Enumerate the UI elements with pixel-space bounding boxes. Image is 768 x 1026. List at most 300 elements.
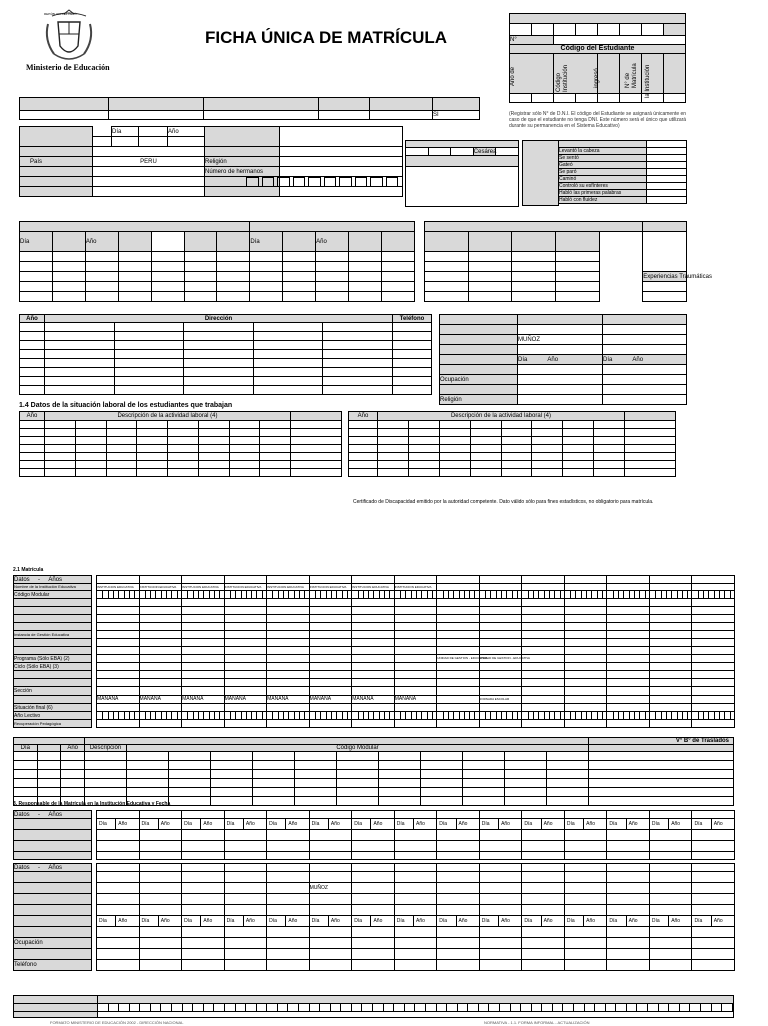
bottom-box[interactable] [405, 1004, 416, 1011]
transfer-cell[interactable] [463, 797, 505, 806]
bottom-box[interactable] [489, 1004, 500, 1011]
resp-day: Día [184, 918, 192, 924]
resp-day: Día [184, 821, 192, 827]
enrollment-cell[interactable] [139, 719, 183, 728]
transfer-cell[interactable] [547, 797, 589, 806]
parents-table [439, 314, 687, 405]
dni-si: SI [433, 112, 439, 118]
responsible-grid-2 [96, 863, 734, 981]
bottom-box[interactable] [225, 1004, 236, 1011]
bottom-box[interactable] [712, 1004, 723, 1011]
transfer-cell[interactable] [463, 752, 505, 761]
enrollment-cell[interactable] [181, 719, 225, 728]
transfer-cell[interactable] [253, 779, 295, 788]
dev-item-4: Caminó [559, 176, 647, 183]
siblings-label: Número de hermanos [205, 168, 264, 175]
transfer-cell[interactable] [337, 761, 379, 770]
enr-inst-name: INSTITUCION EDUCATIVA [97, 585, 134, 589]
transfer-cell[interactable] [14, 761, 38, 770]
resp-year: Año [203, 918, 213, 924]
bottom-box[interactable] [341, 1004, 352, 1011]
bottom-box[interactable] [532, 1004, 543, 1011]
code-col-number: N° de Matrícula [625, 63, 638, 88]
transfer-cell[interactable] [379, 770, 421, 779]
birth-year-label: Año [168, 128, 179, 135]
enrollment-cell[interactable] [224, 719, 268, 728]
bottom-box[interactable] [415, 1004, 426, 1011]
bottom-box[interactable] [310, 1004, 321, 1011]
resp-year: Año [330, 918, 340, 924]
bottom-box[interactable] [130, 1004, 141, 1011]
enr-shift: MAÑANA [97, 696, 119, 702]
work-section-title: 1.4 Datos de la situación laboral de los estudiantes que trabajan [19, 402, 233, 409]
enr-seccion: Sección [14, 688, 32, 694]
responsible-cell[interactable] [266, 851, 310, 860]
responsible-cell[interactable] [351, 851, 395, 860]
responsible-cell[interactable] [479, 959, 523, 971]
health-year2-label: Año [316, 238, 327, 245]
transfer-cell[interactable] [337, 752, 379, 761]
resp-year: Año [373, 821, 383, 827]
code-col-code: Código Institución [556, 64, 569, 92]
bottom-box[interactable] [288, 1004, 299, 1011]
bottom-box[interactable] [140, 1004, 151, 1011]
transfer-cell[interactable] [61, 788, 85, 797]
transfers-code: Código Modular [336, 745, 379, 751]
enr-dash: - [38, 576, 41, 583]
transfer-cell[interactable] [547, 779, 589, 788]
transfer-cell[interactable] [169, 770, 211, 779]
resp-day: Día [226, 821, 235, 827]
resp-phone: Teléfono [14, 962, 37, 968]
responsible-cell[interactable] [606, 851, 650, 860]
transfer-cell[interactable] [547, 770, 589, 779]
resp-day: Día [141, 918, 150, 924]
resp-day: Día [99, 821, 107, 827]
number-label: N° [510, 37, 517, 43]
resp-day: Día [354, 821, 362, 827]
bottom-box[interactable] [320, 1004, 331, 1011]
transfers-desc: Descripción [89, 745, 122, 751]
enr-codigo-modular: Código Modular [14, 591, 50, 598]
dev-item-3: Se paró [559, 169, 647, 176]
enr-inst-name: INSTITUCION EDUCATIVA [224, 585, 262, 589]
bottom-box[interactable] [394, 1004, 405, 1011]
transfer-cell[interactable] [421, 752, 463, 761]
enrollment-cell[interactable] [96, 719, 140, 728]
transfer-cell[interactable] [14, 752, 38, 761]
transfer-cell[interactable] [505, 788, 547, 797]
transfer-cell[interactable] [85, 788, 127, 797]
resp-day: Día [226, 918, 235, 924]
bottom-box[interactable] [659, 1004, 670, 1011]
responsible-cell[interactable] [649, 851, 693, 860]
resp-day: Día [311, 918, 320, 924]
resp1-dash: - [38, 811, 41, 818]
transfer-cell[interactable] [211, 752, 253, 761]
transfer-cell[interactable] [547, 752, 589, 761]
responsible-cell[interactable] [139, 959, 183, 971]
footer-left: FORMATO MINISTERIO DE EDUCACIÓN 2002 - DIRECCIÓN NACIONAL [50, 1020, 184, 1025]
enrollment-cell[interactable] [266, 719, 310, 728]
resp-year: Año [245, 918, 255, 924]
enr-anos: Años [48, 576, 63, 583]
transfer-cell[interactable] [37, 779, 61, 788]
responsible-cell[interactable] [564, 851, 608, 860]
address-direction-label: Dirección [204, 315, 233, 322]
bottom-box[interactable] [437, 1004, 448, 1011]
dev-item-0: Levantó la cabeza [559, 148, 647, 155]
transfer-cell[interactable] [127, 761, 169, 770]
transfer-cell[interactable] [37, 788, 61, 797]
enr-shift: MAÑANA [394, 696, 417, 702]
bottom-box[interactable] [701, 1004, 712, 1011]
responsible-cell[interactable] [394, 851, 438, 860]
resp-year: Año [245, 821, 255, 827]
responsible-cell[interactable] [351, 959, 395, 971]
transfer-cell[interactable] [211, 788, 253, 797]
transfer-cell[interactable] [127, 788, 169, 797]
bottom-box[interactable] [606, 1004, 617, 1011]
bottom-box[interactable] [511, 1004, 522, 1011]
transfer-cell[interactable] [421, 761, 463, 770]
responsible-cell[interactable] [691, 851, 735, 860]
responsible-cell[interactable] [139, 851, 183, 860]
enr-shift: MAÑANA [182, 696, 204, 702]
enr-inst-name: INSTITUCION EDUCATIVA [267, 585, 304, 589]
resp-year: Año [203, 821, 213, 827]
bottom-box[interactable] [246, 1004, 257, 1011]
resp-surname: MUÑOZ [309, 885, 328, 891]
transfer-cell[interactable] [127, 770, 169, 779]
transfer-cell[interactable] [14, 770, 38, 779]
resp-year: Año [415, 821, 425, 827]
bottom-table [13, 995, 734, 1018]
transfer-cell[interactable] [547, 788, 589, 797]
transfer-cell[interactable] [14, 788, 38, 797]
resp-year: Año [501, 821, 510, 827]
transfer-cell[interactable] [253, 752, 295, 761]
transfer-cell[interactable] [61, 761, 85, 770]
transfer-cell[interactable] [211, 770, 253, 779]
responsible-cell[interactable] [224, 851, 268, 860]
footer-right: NORMATIVA - 1.1. FORMA INFORMAL - ACTUALIZACIÓN [484, 1020, 590, 1025]
bottom-box[interactable] [447, 1004, 458, 1011]
bottom-box[interactable] [627, 1004, 638, 1011]
bottom-box[interactable] [204, 1004, 215, 1011]
siblings-digit-boxes [246, 177, 398, 187]
bottom-box[interactable] [542, 1004, 553, 1011]
enrollment-cell[interactable] [436, 719, 480, 728]
transfer-cell[interactable] [211, 797, 253, 806]
transfer-cell[interactable] [295, 788, 337, 797]
transfer-cell[interactable] [589, 779, 734, 788]
dni-note: (Registrar sólo N° de D.N.I. El código del Estudiante se asignará únicamente en caso de que el estudiante no tenga DNI. Este número será el único que utilizará durante su permanencia en el Sistema Educativo) [509, 111, 687, 129]
resp-day: Día [354, 918, 362, 924]
resp-labels-1 [13, 810, 92, 860]
transfer-cell[interactable] [421, 788, 463, 797]
responsible-cell[interactable] [436, 959, 480, 971]
bottom-box[interactable] [553, 1004, 564, 1011]
bottom-box[interactable] [161, 1004, 172, 1011]
transfer-cell[interactable] [589, 770, 734, 779]
resp-day: Día [694, 821, 703, 827]
transfer-cell[interactable] [295, 779, 337, 788]
transfer-cell[interactable] [337, 797, 379, 806]
bottom-box[interactable] [352, 1004, 363, 1011]
bottom-box[interactable] [458, 1004, 469, 1011]
transfer-cell[interactable] [169, 797, 211, 806]
transfer-cell[interactable] [253, 761, 295, 770]
transfer-cell[interactable] [253, 788, 295, 797]
enrollment-cell[interactable] [479, 719, 523, 728]
bottom-box[interactable] [680, 1004, 691, 1011]
dev-item-2: Gateó [559, 162, 647, 169]
resp-day: Día [311, 821, 320, 827]
transfer-cell[interactable] [589, 788, 734, 797]
bottom-box[interactable] [257, 1004, 268, 1011]
enr-inst-name: INSTITUCION EDUCATIVA [394, 585, 432, 589]
enr-situacion: Situación final (6) [14, 704, 53, 711]
transfer-cell[interactable] [337, 788, 379, 797]
resp-year: Año [628, 821, 638, 827]
transfer-cell[interactable] [127, 779, 169, 788]
bottom-box[interactable] [172, 1004, 183, 1011]
transfer-cell[interactable] [295, 761, 337, 770]
transfers-title: V° B° de Traslados [675, 738, 729, 744]
bottom-box[interactable] [521, 1004, 532, 1011]
bottom-box[interactable] [722, 1004, 733, 1011]
disability-note: Certificado de Discapacidad emitido por la autoridad competente. Dato válido sólo para fines estadísticos, no obligatorio para matrícula. [353, 499, 654, 505]
transfer-cell[interactable] [61, 770, 85, 779]
resp-day: Día [651, 821, 660, 827]
enr-shift: MAÑANA [352, 696, 374, 702]
enr-shift: MAÑANA [267, 696, 289, 702]
bottom-box[interactable] [479, 1004, 490, 1011]
transfer-cell[interactable] [505, 761, 547, 770]
transfer-cell[interactable] [379, 752, 421, 761]
bottom-box[interactable] [183, 1004, 194, 1011]
transfer-cell[interactable] [295, 752, 337, 761]
enr-instancia: Instancia de Gestión Educativa [14, 631, 70, 637]
bottom-box[interactable] [278, 1004, 289, 1011]
enrollment-cell[interactable] [394, 719, 438, 728]
transfers-year: Año [67, 745, 78, 751]
enrollment-cell[interactable] [649, 719, 693, 728]
bottom-box[interactable] [669, 1004, 680, 1011]
transfer-cell[interactable] [421, 770, 463, 779]
ministry-name: Ministerio de Educación [26, 63, 110, 72]
transfer-cell[interactable] [505, 797, 547, 806]
responsible-cell[interactable] [691, 959, 735, 971]
transfer-cell[interactable] [337, 770, 379, 779]
transfer-cell[interactable] [37, 752, 61, 761]
transfer-cell[interactable] [379, 779, 421, 788]
transfer-cell[interactable] [589, 761, 734, 770]
resp-day: Día [481, 821, 490, 827]
resp-labels-2 [13, 863, 92, 971]
transfer-cell[interactable] [421, 779, 463, 788]
responsible-cell[interactable] [521, 959, 565, 971]
bottom-box[interactable] [637, 1004, 648, 1011]
transfer-cell[interactable] [589, 752, 734, 761]
transfer-cell[interactable] [127, 752, 169, 761]
transfer-cell[interactable] [379, 761, 421, 770]
resp-day: Día [566, 821, 575, 827]
transfer-cell[interactable] [169, 788, 211, 797]
bottom-box[interactable] [362, 1004, 373, 1011]
responsible-cell[interactable] [606, 959, 650, 971]
transfer-cell[interactable] [85, 779, 127, 788]
address-phone-label: Teléfono [399, 315, 425, 322]
transfer-cell[interactable] [37, 770, 61, 779]
responsible-cell[interactable] [436, 851, 480, 860]
resp-year: Año [288, 821, 298, 827]
responsible-cell[interactable] [394, 959, 438, 971]
responsible-cell[interactable] [309, 851, 353, 860]
resp2-dash: - [38, 864, 41, 871]
bottom-box[interactable] [500, 1004, 511, 1011]
peru-crest-logo [40, 10, 98, 68]
bottom-box[interactable] [109, 1004, 120, 1011]
bottom-box[interactable] [648, 1004, 659, 1011]
resp-day: Día [396, 918, 405, 924]
resp-year: Año [415, 918, 425, 924]
enrollment-cell[interactable] [606, 719, 650, 728]
bottom-box[interactable] [690, 1004, 701, 1011]
bottom-box[interactable] [331, 1004, 342, 1011]
resp-year: Año [160, 918, 170, 924]
responsible-cell[interactable] [479, 851, 523, 860]
transfer-cell[interactable] [169, 761, 211, 770]
bottom-box[interactable] [193, 1004, 204, 1011]
resp-day: Día [481, 918, 490, 924]
work-year-label: Año [26, 413, 38, 419]
transfer-cell[interactable] [379, 797, 421, 806]
bottom-box[interactable] [373, 1004, 384, 1011]
responsible-cell[interactable] [96, 851, 140, 860]
bottom-box[interactable] [585, 1004, 596, 1011]
enr-ugel: UNIDAD DE GESTION - EDUCATIVA [437, 656, 488, 660]
responsible-cell[interactable] [266, 959, 310, 971]
bottom-box[interactable] [563, 1004, 574, 1011]
transfer-cell[interactable] [253, 797, 295, 806]
transfer-cell[interactable] [253, 770, 295, 779]
responsible-cell[interactable] [96, 959, 140, 971]
responsible-cell[interactable] [521, 851, 565, 860]
transfer-cell[interactable] [85, 761, 127, 770]
responsible-cell[interactable] [649, 959, 693, 971]
transfers-table [13, 737, 734, 806]
bottom-box[interactable] [98, 1004, 109, 1011]
enrollment-cell[interactable] [351, 719, 395, 728]
resp-year: Año [330, 821, 340, 827]
resp-year: Año [160, 821, 170, 827]
transfer-cell[interactable] [37, 761, 61, 770]
responsible-cell[interactable] [181, 851, 225, 860]
enrollment-cell[interactable] [309, 719, 353, 728]
work-desc-label: Descripción de la actividad laboral (4) [117, 413, 218, 419]
transfer-cell[interactable] [463, 788, 505, 797]
bottom-box[interactable] [299, 1004, 310, 1011]
bottom-box[interactable] [267, 1004, 278, 1011]
transfer-cell[interactable] [295, 797, 337, 806]
transfer-cell[interactable] [379, 788, 421, 797]
enr-shift: MAÑANA [139, 696, 161, 702]
bottom-box[interactable] [384, 1004, 395, 1011]
enrollment-grid [96, 575, 734, 726]
transfer-cell[interactable] [505, 770, 547, 779]
transfer-cell[interactable] [505, 752, 547, 761]
responsible-title: 3. Responsable de la Matrícula en la Institución Educativa y Fecha [13, 801, 171, 807]
transfer-cell[interactable] [463, 761, 505, 770]
transfer-cell[interactable] [169, 752, 211, 761]
transfer-cell[interactable] [463, 779, 505, 788]
responsible-cell[interactable] [181, 959, 225, 971]
responsible-cell[interactable] [564, 959, 608, 971]
transfer-cell[interactable] [295, 770, 337, 779]
resp2-anos: Años [48, 864, 63, 871]
bottom-box[interactable] [574, 1004, 585, 1011]
transfer-cell[interactable] [337, 779, 379, 788]
transfer-cell[interactable] [61, 779, 85, 788]
transfer-cell[interactable] [547, 761, 589, 770]
transfers-day: Día [20, 745, 30, 751]
bottom-box[interactable] [616, 1004, 627, 1011]
bottom-box[interactable] [214, 1004, 225, 1011]
responsible-cell[interactable] [224, 959, 268, 971]
resp-day: Día [609, 918, 618, 924]
transfer-cell[interactable] [589, 797, 734, 806]
resp-year: Año [671, 821, 681, 827]
transfer-cell[interactable] [505, 779, 547, 788]
enrollment-cell[interactable] [521, 719, 565, 728]
enr-note: JORNADA ESCOLAR [479, 697, 510, 701]
transfer-cell[interactable] [85, 770, 127, 779]
resp-day: Día [694, 918, 703, 924]
enrollment-cell[interactable] [691, 719, 735, 728]
transfer-cell[interactable] [169, 779, 211, 788]
transfer-cell[interactable] [61, 752, 85, 761]
enrollment-cell[interactable] [564, 719, 608, 728]
transfer-cell[interactable] [463, 770, 505, 779]
transfer-cell[interactable] [421, 797, 463, 806]
enr-inst-name: INSTITUCION EDUCATIVA [309, 585, 347, 589]
bottom-box[interactable] [151, 1004, 162, 1011]
address-table [19, 314, 432, 395]
enr-ano-lectivo: Año Lectivo [14, 712, 41, 719]
bottom-box[interactable] [119, 1004, 130, 1011]
bottom-box[interactable] [468, 1004, 479, 1011]
bottom-box[interactable] [595, 1004, 606, 1011]
resp-day: Día [609, 821, 618, 827]
transfer-cell[interactable] [14, 779, 38, 788]
bottom-box[interactable] [236, 1004, 247, 1011]
resp-day: Día [99, 918, 107, 924]
resp-year: Año [288, 918, 298, 924]
transfer-cell[interactable] [211, 779, 253, 788]
transfer-cell[interactable] [211, 761, 253, 770]
responsible-cell[interactable] [309, 959, 353, 971]
responsible-grid-1 [96, 810, 734, 858]
student-code-table [509, 13, 686, 103]
resp-day: Día [439, 918, 448, 924]
transfer-cell[interactable] [85, 752, 127, 761]
bottom-box[interactable] [426, 1004, 437, 1011]
code-col-year: Año de [510, 66, 516, 86]
parent-day2-label: Día [603, 356, 613, 363]
development-table [522, 140, 687, 206]
